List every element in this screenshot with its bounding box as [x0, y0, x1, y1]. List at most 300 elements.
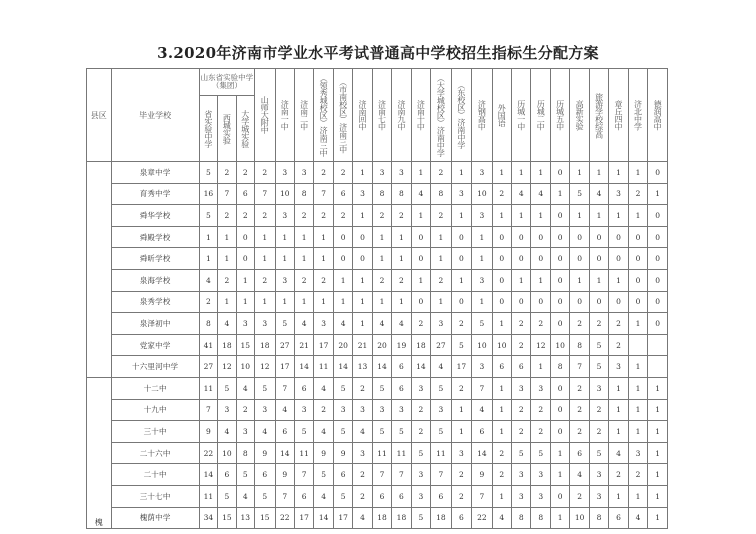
school-name-cell: 泉章中学 [111, 162, 199, 184]
quota-cell: 1 [492, 162, 511, 184]
col-header: 山师大附中 [255, 69, 275, 162]
quota-cell: 6 [275, 421, 294, 443]
quota-cell: 1 [570, 269, 589, 291]
quota-cell: 8 [550, 356, 569, 378]
quota-cell: 14 [314, 507, 333, 529]
school-name-cell: 十二中 [111, 377, 199, 399]
quota-cell: 17 [275, 356, 294, 378]
quota-cell: 5 [512, 442, 531, 464]
quota-cell: 1 [451, 421, 471, 443]
quota-cell: 7 [275, 485, 294, 507]
quota-cell: 5 [411, 507, 430, 529]
quota-cell: 6 [512, 356, 531, 378]
quota-cell: 4 [314, 421, 333, 443]
quota-cell: 1 [609, 399, 628, 421]
quota-cell: 3 [353, 399, 372, 421]
quota-cell: 1 [609, 269, 628, 291]
quota-cell: 2 [314, 162, 333, 184]
quota-cell: 4 [512, 183, 531, 205]
quota-cell: 18 [431, 507, 451, 529]
quota-cell: 4 [353, 507, 372, 529]
quota-cell: 13 [236, 507, 254, 529]
quota-cell: 1 [550, 183, 569, 205]
quota-cell [648, 356, 668, 378]
school-name-cell: 党家中学 [111, 334, 199, 356]
quota-cell: 14 [372, 356, 391, 378]
quota-cell: 18 [218, 334, 236, 356]
quota-cell: 3 [411, 464, 430, 486]
quota-cell: 1 [492, 377, 511, 399]
quota-cell: 2 [609, 334, 628, 356]
quota-cell: 5 [218, 377, 236, 399]
quota-cell: 5 [275, 313, 294, 335]
quota-cell: 7 [199, 399, 217, 421]
quota-cell: 1 [451, 162, 471, 184]
quota-cell: 2 [236, 399, 254, 421]
daxue-header: 大学城实验 [236, 96, 254, 162]
quota-cell: 11 [372, 442, 391, 464]
quota-cell: 2 [531, 421, 550, 443]
quota-cell: 0 [648, 205, 668, 227]
table-row [87, 291, 668, 313]
quota-cell: 4 [372, 313, 391, 335]
quota-cell: 1 [294, 226, 313, 248]
quota-cell: 4 [218, 313, 236, 335]
col-header: 济南回中 [353, 69, 372, 162]
col-header: 济北中学 [628, 69, 647, 162]
school-name-cell: 舜昕学校 [111, 248, 199, 270]
quota-cell: 1 [353, 291, 372, 313]
quota-cell: 5 [333, 485, 352, 507]
quota-cell: 0 [411, 248, 430, 270]
table-row [87, 313, 668, 335]
quota-cell: 3 [255, 313, 275, 335]
quota-cell: 6 [392, 356, 411, 378]
quota-cell: 0 [531, 291, 550, 313]
quota-cell: 11 [392, 442, 411, 464]
quota-cell: 0 [333, 226, 352, 248]
quota-cell: 3 [353, 442, 372, 464]
quota-cell: 1 [392, 291, 411, 313]
quota-cell: 2 [451, 313, 471, 335]
quota-cell: 4 [314, 485, 333, 507]
quota-cell: 5 [294, 421, 313, 443]
quota-cell: 1 [353, 205, 372, 227]
quota-cell: 1 [609, 485, 628, 507]
quota-cell: 7 [314, 183, 333, 205]
quota-cell: 2 [255, 205, 275, 227]
quota-cell: 1 [353, 313, 372, 335]
quota-cell: 0 [550, 162, 569, 184]
quota-cell: 1 [236, 291, 254, 313]
quota-cell: 6 [472, 421, 492, 443]
quota-cell: 3 [589, 377, 608, 399]
quota-cell: 18 [411, 334, 430, 356]
quota-cell: 2 [628, 183, 647, 205]
quota-cell: 21 [353, 334, 372, 356]
quota-cell: 1 [589, 205, 608, 227]
quota-cell: 3 [531, 485, 550, 507]
quota-cell: 1 [333, 291, 352, 313]
quota-cell: 1 [648, 464, 668, 486]
quota-cell: 3 [609, 183, 628, 205]
quota-cell: 2 [570, 313, 589, 335]
quota-cell: 1 [550, 507, 569, 529]
school-name-cell: 二十中 [111, 464, 199, 486]
quota-cell: 3 [353, 183, 372, 205]
quota-cell: 4 [609, 442, 628, 464]
quota-cell: 5 [314, 464, 333, 486]
quota-cell: 3 [218, 399, 236, 421]
district-cell [87, 162, 112, 378]
quota-cell: 5 [333, 377, 352, 399]
quota-cell: 1 [628, 313, 647, 335]
quota-cell: 1 [531, 205, 550, 227]
quota-cell: 3 [275, 269, 294, 291]
quota-cell: 0 [236, 248, 254, 270]
quota-cell: 1 [492, 313, 511, 335]
quota-cell: 22 [275, 507, 294, 529]
quota-cell: 2 [333, 205, 352, 227]
quota-cell: 3 [512, 485, 531, 507]
quota-cell: 5 [431, 421, 451, 443]
quota-cell: 4 [628, 507, 647, 529]
quota-cell: 1 [411, 162, 430, 184]
quota-cell: 2 [609, 313, 628, 335]
col-header: 旅游学校综高 [589, 69, 608, 162]
quota-cell: 1 [492, 485, 511, 507]
quota-cell: 41 [199, 334, 217, 356]
quota-cell: 1 [648, 442, 668, 464]
quota-cell: 5 [411, 442, 430, 464]
quota-cell: 2 [570, 421, 589, 443]
quota-cell: 6 [294, 485, 313, 507]
quota-cell: 2 [609, 464, 628, 486]
quota-cell: 4 [255, 421, 275, 443]
quota-cell: 3 [236, 421, 254, 443]
district-cell: 槐 [87, 377, 112, 528]
shandong-main-header: 省实验中学 [199, 96, 217, 162]
quota-cell: 1 [570, 205, 589, 227]
quota-cell: 2 [411, 313, 430, 335]
quota-cell: 0 [451, 226, 471, 248]
quota-cell: 1 [392, 226, 411, 248]
quota-cell: 17 [314, 334, 333, 356]
quota-cell: 16 [199, 183, 217, 205]
quota-cell: 7 [218, 183, 236, 205]
school-name-cell: 十九中 [111, 399, 199, 421]
quota-cell: 27 [431, 334, 451, 356]
quota-cell: 0 [451, 291, 471, 313]
quota-cell: 9 [199, 421, 217, 443]
quota-cell: 1 [512, 162, 531, 184]
quota-cell: 1 [314, 226, 333, 248]
quota-cell: 0 [609, 291, 628, 313]
quota-cell: 1 [648, 507, 668, 529]
col-header: 历城二中 [531, 69, 550, 162]
quota-cell: 7 [472, 485, 492, 507]
quota-cell: 18 [255, 334, 275, 356]
quota-cell: 0 [531, 248, 550, 270]
quota-cell: 2 [255, 269, 275, 291]
quota-cell: 3 [392, 399, 411, 421]
quota-cell: 1 [609, 205, 628, 227]
quota-cell: 1 [333, 269, 352, 291]
quota-cell: 1 [353, 269, 372, 291]
quota-cell: 0 [648, 291, 668, 313]
quota-cell: 2 [372, 269, 391, 291]
quota-cell: 2 [392, 269, 411, 291]
quota-cell: 4 [333, 313, 352, 335]
quota-cell: 4 [294, 313, 313, 335]
quota-cell: 1 [550, 442, 569, 464]
quota-cell: 5 [431, 377, 451, 399]
quota-cell: 2 [451, 377, 471, 399]
quota-cell: 1 [628, 205, 647, 227]
school-name-cell: 三十七中 [111, 485, 199, 507]
quota-cell: 0 [550, 377, 569, 399]
quota-cell: 2 [333, 162, 352, 184]
col-header: （领秀城校区）济南三中 [314, 69, 333, 162]
quota-cell: 1 [314, 291, 333, 313]
quota-cell: 4 [472, 399, 492, 421]
quota-cell: 21 [294, 334, 313, 356]
quota-cell: 3 [255, 399, 275, 421]
quota-cell: 0 [550, 226, 569, 248]
quota-cell: 1 [492, 421, 511, 443]
quota-cell: 2 [570, 399, 589, 421]
quota-cell: 8 [236, 442, 254, 464]
school-name-cell: 泉泽初中 [111, 313, 199, 335]
table-row [87, 464, 668, 486]
quota-cell: 7 [431, 464, 451, 486]
quota-cell: 6 [492, 356, 511, 378]
school-name-cell: 三十中 [111, 421, 199, 443]
allocation-table [86, 68, 668, 529]
quota-cell: 0 [550, 485, 569, 507]
quota-cell: 5 [531, 442, 550, 464]
quota-cell: 2 [294, 205, 313, 227]
quota-cell: 0 [628, 269, 647, 291]
quota-cell: 6 [333, 183, 352, 205]
col-header: 济南九中 [392, 69, 411, 162]
quota-cell: 3 [512, 464, 531, 486]
quota-cell: 0 [411, 226, 430, 248]
shandong-group-header: 山东省实验中学（集团） [199, 69, 254, 96]
quota-cell: 5 [472, 313, 492, 335]
quota-cell: 8 [570, 334, 589, 356]
quota-cell: 14 [199, 464, 217, 486]
quota-cell: 0 [628, 226, 647, 248]
quota-cell: 13 [353, 356, 372, 378]
quota-cell: 3 [589, 464, 608, 486]
quota-cell: 3 [451, 183, 471, 205]
quota-cell: 6 [294, 377, 313, 399]
quota-cell: 3 [628, 442, 647, 464]
quota-cell: 4 [531, 183, 550, 205]
quota-cell: 4 [236, 485, 254, 507]
quota-cell: 3 [472, 162, 492, 184]
quota-cell: 1 [648, 485, 668, 507]
quota-cell: 8 [294, 183, 313, 205]
quota-cell: 5 [589, 442, 608, 464]
quota-cell: 2 [218, 205, 236, 227]
quota-cell: 4 [570, 464, 589, 486]
col-header: 济南二中 [294, 69, 313, 162]
table-row [87, 442, 668, 464]
quota-cell: 3 [275, 162, 294, 184]
quota-cell: 4 [431, 356, 451, 378]
quota-cell: 2 [451, 485, 471, 507]
quota-cell: 1 [628, 377, 647, 399]
quota-cell: 0 [589, 291, 608, 313]
quota-cell: 1 [236, 269, 254, 291]
quota-cell: 1 [648, 421, 668, 443]
quota-cell: 0 [492, 226, 511, 248]
quota-cell: 12 [531, 334, 550, 356]
quota-cell: 2 [218, 269, 236, 291]
quota-cell: 0 [512, 248, 531, 270]
quota-cell: 0 [628, 291, 647, 313]
quota-cell: 0 [492, 248, 511, 270]
quota-cell: 10 [218, 442, 236, 464]
table-row [87, 248, 668, 270]
quota-cell: 1 [275, 226, 294, 248]
quota-cell: 7 [275, 377, 294, 399]
quota-cell: 10 [492, 334, 511, 356]
quota-cell: 0 [451, 248, 471, 270]
quota-cell: 1 [472, 226, 492, 248]
quota-cell: 0 [550, 205, 569, 227]
quota-cell: 5 [372, 421, 391, 443]
quota-cell: 5 [392, 421, 411, 443]
quota-cell: 1 [589, 269, 608, 291]
quota-cell: 7 [472, 377, 492, 399]
quota-cell: 6 [372, 485, 391, 507]
quota-cell: 2 [199, 291, 217, 313]
quota-cell: 4 [236, 377, 254, 399]
quota-cell: 1 [431, 226, 451, 248]
quota-cell: 1 [648, 377, 668, 399]
col-header: 章丘四中 [609, 69, 628, 162]
quota-cell: 2 [411, 421, 430, 443]
table-row [87, 507, 668, 529]
quota-cell: 11 [294, 442, 313, 464]
quota-cell: 2 [492, 183, 511, 205]
quota-cell: 27 [275, 334, 294, 356]
quota-cell: 0 [550, 399, 569, 421]
quota-cell: 2 [512, 313, 531, 335]
quota-cell: 1 [451, 269, 471, 291]
quota-cell: 4 [199, 269, 217, 291]
quota-cell: 6 [392, 377, 411, 399]
quota-cell: 1 [492, 399, 511, 421]
quota-cell: 0 [589, 226, 608, 248]
quota-cell: 8 [372, 183, 391, 205]
quota-cell: 34 [199, 507, 217, 529]
quota-cell: 19 [392, 334, 411, 356]
quota-cell: 14 [472, 442, 492, 464]
quota-cell: 4 [492, 507, 511, 529]
table-row [87, 205, 668, 227]
quota-cell: 1 [492, 205, 511, 227]
quota-cell: 4 [589, 183, 608, 205]
quota-cell: 1 [451, 205, 471, 227]
quota-cell: 2 [353, 464, 372, 486]
quota-cell: 3 [451, 442, 471, 464]
quota-cell: 6 [609, 507, 628, 529]
quota-cell: 1 [550, 464, 569, 486]
quota-cell: 0 [492, 291, 511, 313]
quota-cell: 1 [218, 226, 236, 248]
quota-cell: 15 [255, 507, 275, 529]
quota-cell: 3 [472, 269, 492, 291]
quota-cell: 2 [372, 205, 391, 227]
table-row [87, 377, 668, 399]
quota-cell: 3 [531, 464, 550, 486]
quota-cell: 2 [451, 464, 471, 486]
quota-cell: 14 [294, 356, 313, 378]
quota-cell: 3 [531, 377, 550, 399]
quota-cell: 0 [333, 248, 352, 270]
quota-cell: 2 [411, 399, 430, 421]
quota-cell: 6 [451, 507, 471, 529]
quota-cell: 1 [353, 162, 372, 184]
quota-cell: 8 [431, 183, 451, 205]
quota-cell: 2 [294, 269, 313, 291]
quota-cell: 1 [648, 183, 668, 205]
quota-cell: 2 [218, 162, 236, 184]
col-header: 高新实验 [570, 69, 589, 162]
quota-cell: 6 [392, 485, 411, 507]
quota-cell: 5 [589, 334, 608, 356]
table-row [87, 399, 668, 421]
quota-cell: 0 [648, 269, 668, 291]
quota-cell: 1 [609, 162, 628, 184]
quota-cell: 1 [294, 291, 313, 313]
quota-cell: 10 [275, 183, 294, 205]
quota-cell [648, 334, 668, 356]
quota-cell: 11 [431, 442, 451, 464]
quota-cell: 1 [531, 162, 550, 184]
table-row [87, 162, 668, 184]
quota-cell: 2 [431, 162, 451, 184]
table-row [87, 226, 668, 248]
quota-cell: 1 [628, 162, 647, 184]
quota-cell: 3 [589, 485, 608, 507]
quota-cell: 14 [411, 356, 430, 378]
quota-cell: 3 [472, 205, 492, 227]
quota-cell: 2 [236, 205, 254, 227]
school-name-cell: 泉海学校 [111, 269, 199, 291]
quota-cell: 2 [492, 464, 511, 486]
quota-cell: 3 [512, 377, 531, 399]
quota-cell: 2 [353, 377, 372, 399]
quota-cell: 11 [314, 356, 333, 378]
quota-cell: 2 [531, 399, 550, 421]
quota-cell: 2 [255, 162, 275, 184]
table-row [87, 183, 668, 205]
xicheng-header: 西城实验 [218, 96, 236, 162]
page-title: 3.2020年济南市学业水平考试普通高中学校招生指标生分配方案 [157, 44, 599, 62]
quota-cell: 15 [218, 507, 236, 529]
quota-cell: 6 [570, 442, 589, 464]
col-header: （东校区）济南中学 [451, 69, 471, 162]
quota-cell: 8 [531, 507, 550, 529]
quota-cell: 0 [570, 226, 589, 248]
quota-cell: 1 [512, 269, 531, 291]
col-header: 德润高中 [648, 69, 668, 162]
